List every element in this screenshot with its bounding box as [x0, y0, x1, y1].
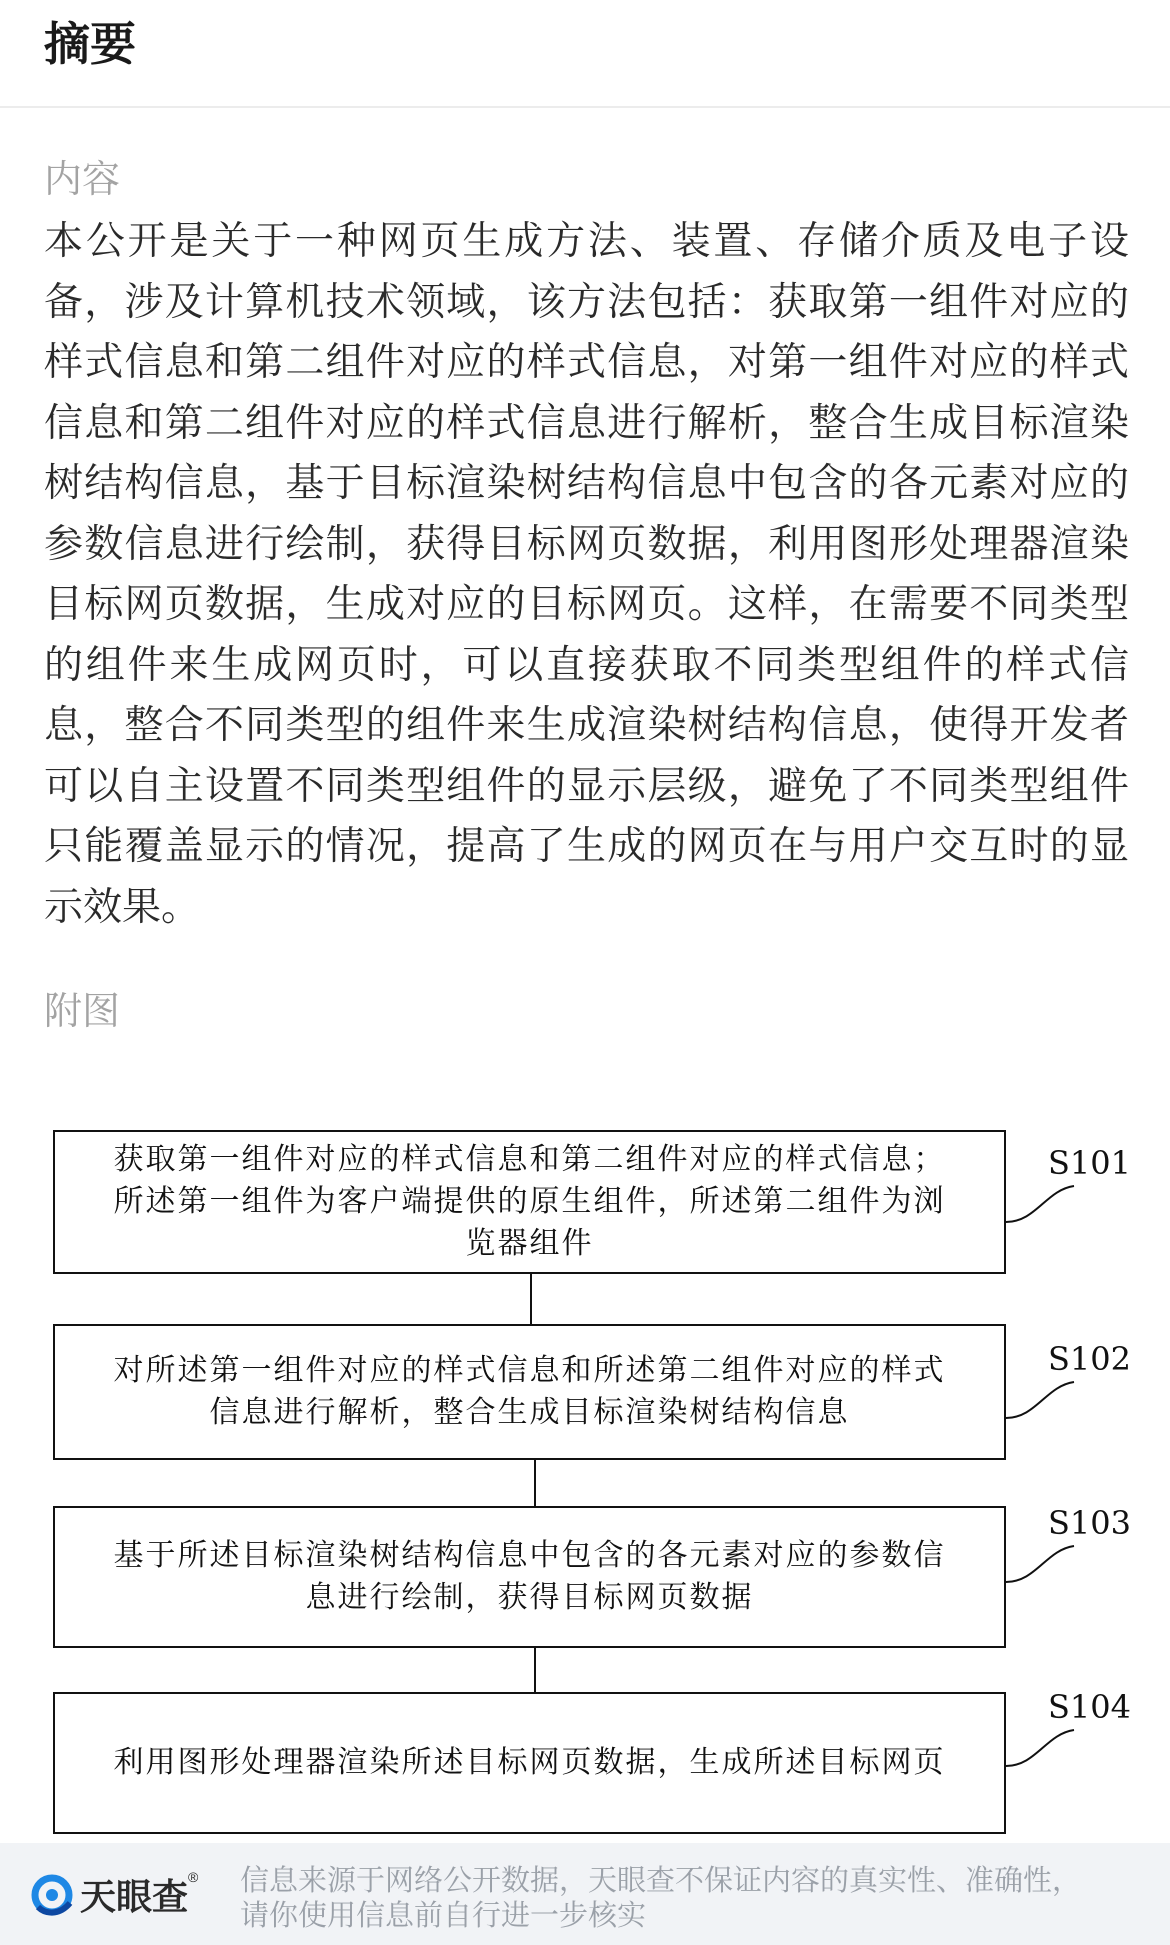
flow-step-s102	[53, 1324, 1006, 1460]
leader-line-s101	[1006, 1180, 1076, 1230]
flow-connector	[530, 1274, 532, 1324]
disclaimer-line: 请你使用信息前自行进一步核实	[240, 1898, 647, 1932]
figure-section-label: 附图	[44, 989, 121, 1033]
flow-step-text: 利用图形处理器渲染所述目标网页数据，生成所述目标网页	[113, 1745, 946, 1780]
flow-step-s104	[53, 1692, 1006, 1834]
flow-step-text: 对所述第一组件对应的样式信息和所述第二组件对应的样式	[113, 1353, 946, 1388]
step-label-s101: S101	[1048, 1144, 1131, 1182]
brand-logo-text	[80, 1869, 198, 1920]
leader-line-s104	[1006, 1724, 1076, 1774]
registered-mark: ®	[188, 1869, 199, 1885]
flow-step-text: 信息进行解析，整合生成目标渲染树结构信息	[209, 1395, 850, 1430]
leader-line-s103	[1006, 1540, 1076, 1590]
abstract-text: 本公开是关于一种网页生成方法、装置、存储介质及电子设备，涉及计算机技术领域，该方法包括：获取第一组件对应的样式信息和第二组件对应的样式信息，对第一组件对应的样式信息和第二组件对应的样式信息进行解析，整合生成目标渲染树结构信息，基于目标渲染树结构信息中包含的各元素对应的参数信息进行绘制，获得目标网页数据，利用图形处理器渲染目标网页数据，生成对应的目标网页。这样，在需要不同类型的组件来生成网页时，可以直接获取不同类型组件的样式信息，整合不同类型的组件来生成渲染树结构信息，使得开发者可以自主设置不同类型组件的显示层级，避免了不同类型组件只能覆盖显示的情况，提高了生成的网页在与用户交互时的显示效果。	[44, 219, 1129, 930]
flow-step-text: 览器组件	[465, 1226, 594, 1261]
brand-name: 天眼查	[80, 1876, 189, 1917]
leader-line-s102	[1006, 1376, 1076, 1426]
flow-connector	[534, 1648, 536, 1692]
flowchart-figure	[0, 1100, 1170, 1840]
content-section-label: 内容	[44, 157, 121, 201]
tianyancha-logo-icon	[30, 1873, 78, 1917]
flow-connector	[534, 1460, 536, 1506]
flow-step-s103	[53, 1506, 1006, 1648]
flow-step-text: 息进行绘制，获得目标网页数据	[305, 1580, 754, 1615]
flow-step-text: 获取第一组件对应的样式信息和第二组件对应的样式信息；	[113, 1142, 946, 1177]
step-label-s104: S104	[1048, 1688, 1131, 1726]
disclaimer-text	[240, 1863, 1150, 1933]
page-title: 摘要	[44, 17, 136, 71]
disclaimer-line: 信息来源于网络公开数据，天眼查不保证内容的真实性、准确性，	[240, 1863, 1082, 1897]
step-label-s103: S103	[1048, 1504, 1131, 1542]
header-bar	[0, 0, 1170, 108]
step-label-s102: S102	[1048, 1340, 1131, 1378]
flow-step-s101	[53, 1130, 1006, 1274]
flow-step-text: 所述第一组件为客户端提供的原生组件，所述第二组件为浏	[113, 1184, 946, 1219]
footer-disclaimer-bar	[0, 1843, 1170, 1945]
flow-step-text: 基于所述目标渲染树结构信息中包含的各元素对应的参数信	[113, 1538, 946, 1573]
